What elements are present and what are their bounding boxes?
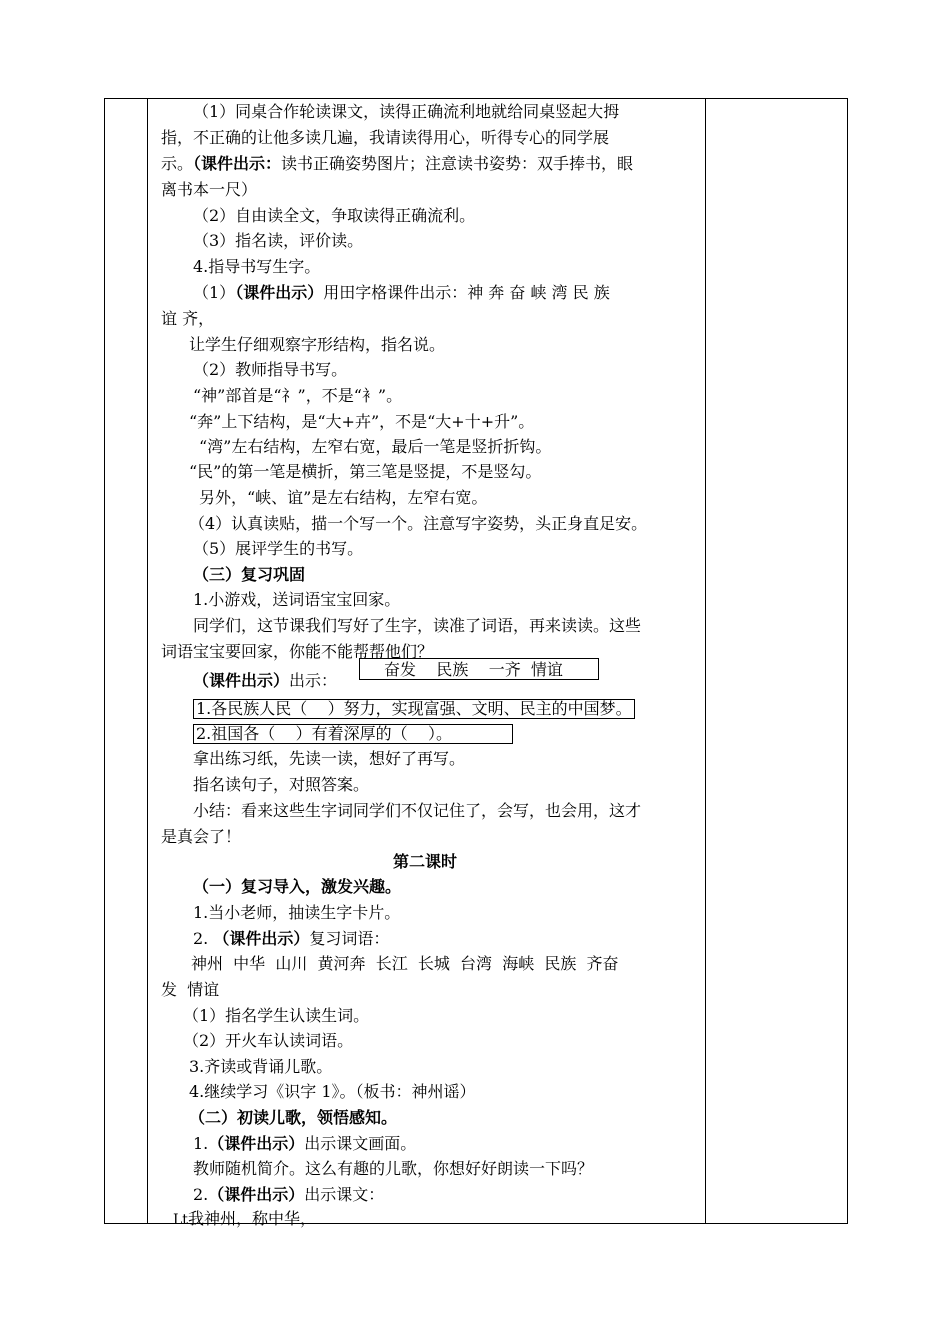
section-heading: （三）复习巩固 [193, 565, 306, 584]
text-line: （1）（课件出示）用田字格课件出示：神 奔 奋 峡 湾 民 族 [193, 283, 610, 302]
text-line: （4）认真读贴，描一个写一个。注意写字姿势，头正身直足安。 [189, 514, 648, 533]
exercise-sentence: 2.祖国各（ ）有着深厚的（ ）。 [193, 724, 513, 744]
section-heading: （二）初读儿歌，领悟感知。 [189, 1108, 398, 1127]
text-line: 词语宝宝要回家，你能不能帮帮他们？ [161, 642, 434, 661]
text-line: 3.齐读或背诵儿歌。 [189, 1057, 333, 1076]
text-line: 1.（课件出示）出示课文画面。 [193, 1134, 417, 1153]
text-line: “奔”上下结构，是“大+卉”，不是“大+十+升”。 [189, 412, 535, 431]
text-line: 1.当小老师，抽读生字卡片。 [193, 903, 401, 922]
text-line: 4.继续学习《识字 1》。（板书：神州谣） [189, 1082, 476, 1101]
lesson-heading: 第二课时 [392, 852, 457, 871]
text-line: 离书本一尺） [161, 180, 258, 199]
text-line: 2. （课件出示）复习词语： [193, 929, 390, 948]
text-line: “神”部首是“礻”，不是“衤”。 [193, 386, 403, 405]
column-divider-1 [147, 99, 148, 1223]
text-line: 指名读句子，对照答案。 [193, 775, 370, 794]
text-line: （1）指名学生认读生词。 [183, 1006, 370, 1025]
text-line: Lt我神州，称中华， [173, 1209, 316, 1228]
text-line: （5）展评学生的书写。 [193, 539, 364, 558]
text-line: （2）开火车认读词语。 [183, 1031, 354, 1050]
lesson-plan-table [104, 98, 848, 1228]
text-line: “湾”左右结构，左窄右宽，最后一笔是竖折折钩。 [199, 437, 552, 456]
text-line: 让学生仔细观察字形结构，指名说。 [189, 335, 446, 354]
text-line: 另外，“峡、谊”是左右结构，左窄右宽。 [199, 488, 488, 507]
word-box: 奋发 民族 一齐 情谊 [359, 658, 599, 680]
text-line: （2）自由读全文，争取读得正确流利。 [193, 206, 476, 225]
text-line: 4.指导书写生字。 [193, 257, 321, 276]
text-line: 指，不正确的让他多读几遍，我请读得用心，听得专心的同学展 [161, 128, 610, 147]
text-line: 谊 齐， [161, 309, 215, 328]
text-line: （1）同桌合作轮读课文，读得正确流利地就给同桌竖起大拇 [193, 102, 620, 121]
section-heading: （一）复习导入，激发兴趣。 [193, 877, 402, 896]
text-line: 教师随机简介。这么有趣的儿歌，你想好好朗读一下吗？ [193, 1159, 594, 1178]
text-line: （2）教师指导书写。 [193, 360, 348, 379]
text-line: （课件出示）出示： [193, 671, 338, 690]
text-line: 神州 中华 山川 黄河奔 长江 长城 台湾 海峡 民族 齐奋 [191, 954, 619, 973]
text-line: 2.（课件出示）出示课文： [193, 1185, 385, 1204]
text-line: 拿出练习纸，先读一读，想好了再写。 [193, 749, 466, 768]
text-line: 发 情谊 [161, 980, 220, 999]
text-line: 示。（课件出示：读书正确姿势图片；注意读书姿势：双手捧书，眼 [161, 154, 634, 173]
text-line: 是真会了！ [161, 827, 242, 846]
text-line: “民”的第一笔是横折，第三笔是竖提，不是竖勾。 [189, 462, 542, 481]
exercise-sentence: 1.各民族人民（ ）努力，实现富强、文明、民主的中国梦。 [193, 699, 635, 719]
text-line: 小结：看来这些生字词同学们不仅记住了，会写，也会用，这才 [193, 801, 642, 820]
column-divider-2 [705, 99, 706, 1223]
text-line: 同学们，这节课我们写好了生字，读准了词语，再来读读。这些 [193, 616, 642, 635]
text-line: （3）指名读，评价读。 [193, 231, 364, 250]
text-line: 1.小游戏，送词语宝宝回家。 [193, 590, 401, 609]
